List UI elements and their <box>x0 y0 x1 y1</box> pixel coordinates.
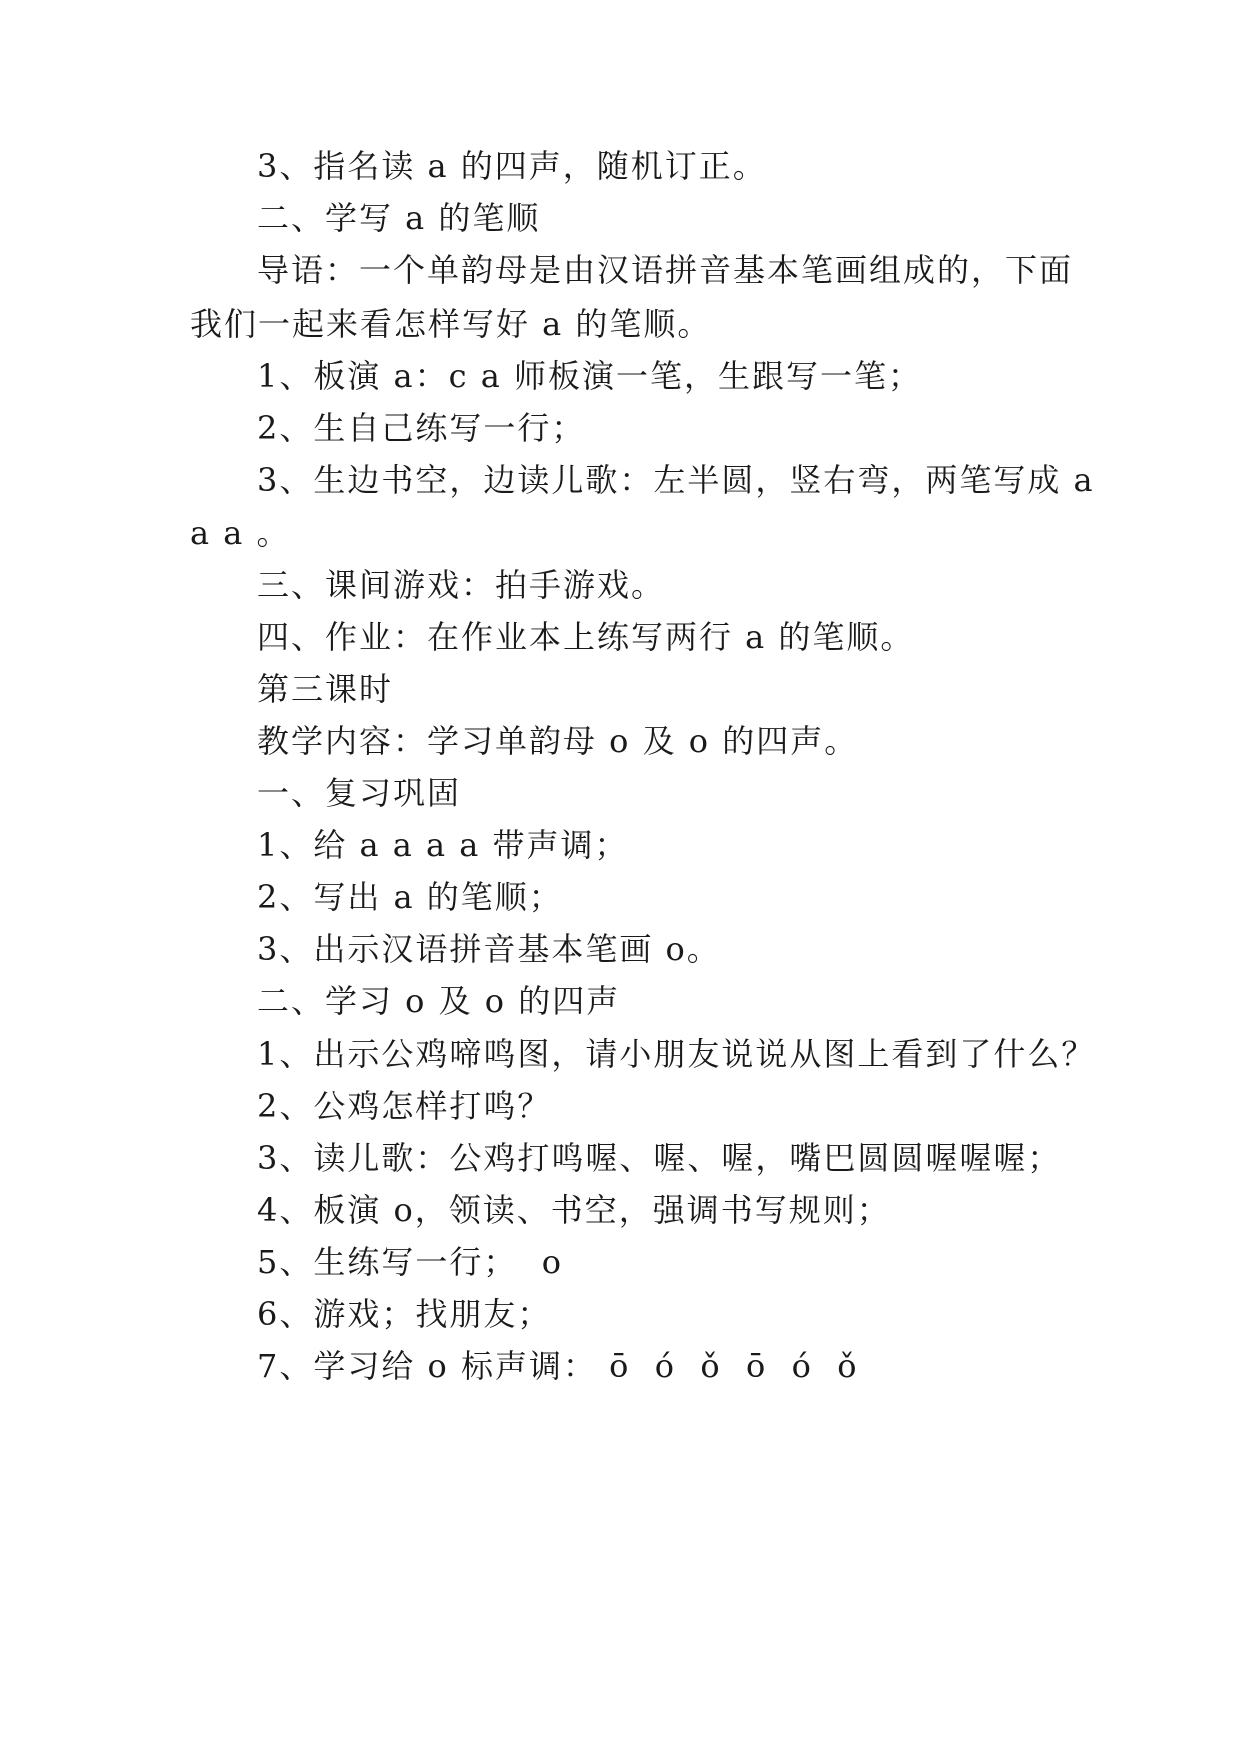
text-line: 7、学习给 o 标声调： ō ó ǒ ō ó ǒ <box>257 1347 859 1385</box>
lesson-heading: 第三课时 <box>257 670 394 708</box>
text-line: a a 。 <box>190 514 291 552</box>
text-line: 5、生练写一行； o <box>257 1243 563 1281</box>
text-line: 3、生边书空，边读儿歌：左半圆，竖右弯，两笔写成 a <box>257 461 1095 499</box>
text-line: 导语：一个单韵母是由汉语拼音基本笔画组成的，下面 <box>257 251 1074 289</box>
text-line: 教学内容：学习单韵母 o 及 o 的四声。 <box>257 722 859 760</box>
text-line: 6、游戏；找朋友； <box>257 1295 552 1333</box>
section-heading: 三、课间游戏：拍手游戏。 <box>257 566 666 604</box>
section-heading: 二、学写 a 的笔顺 <box>257 199 541 237</box>
section-heading: 一、复习巩固 <box>257 774 462 812</box>
text-line: 1、出示公鸡啼鸣图，请小朋友说说从图上看到了什么？ <box>257 1035 1096 1073</box>
text-line: 我们一起来看怎样写好 a 的笔顺。 <box>190 305 712 343</box>
text-line: 2、公鸡怎样打鸣？ <box>257 1087 552 1125</box>
text-line: 1、板演 a：c a 师板演一笔，生跟写一笔； <box>257 357 922 395</box>
section-heading: 二、学习 o 及 o 的四声 <box>257 982 621 1020</box>
text-line: 2、生自己练写一行； <box>257 409 586 447</box>
text-line: 3、指名读 a 的四声，随机订正。 <box>257 147 767 185</box>
text-line: 1、给 a a a a 带声调； <box>257 826 629 864</box>
text-line: 4、板演 o，领读、书空，强调书写规则； <box>257 1191 891 1229</box>
section-heading: 四、作业：在作业本上练写两行 a 的笔顺。 <box>257 618 915 656</box>
text-line: 2、写出 a 的笔顺； <box>257 878 563 916</box>
text-line: 3、读儿歌：公鸡打鸣喔、喔、喔，嘴巴圆圆喔喔喔； <box>257 1139 1062 1177</box>
text-line: 3、出示汉语拼音基本笔画 o。 <box>257 930 721 968</box>
